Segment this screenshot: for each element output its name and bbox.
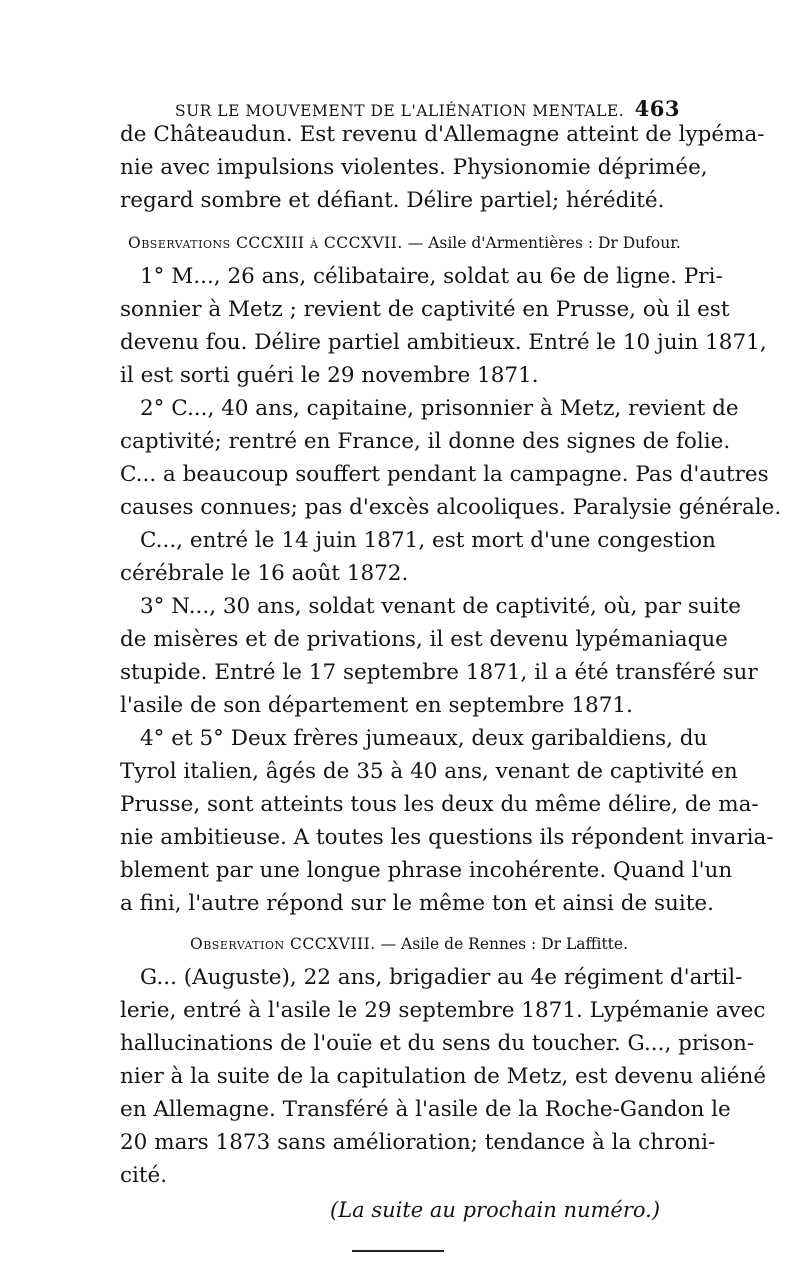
text-line: 2° C..., 40 ans, capitaine, prisonnier à Metz, revient de bbox=[140, 396, 739, 421]
text-line: nie avec impulsions violentes. Physionomie déprimée, bbox=[120, 155, 708, 180]
text-line: captivité; rentré en France, il donne des signes de folie. bbox=[120, 429, 731, 454]
observation-source: — Asile d'Armentières : Dr Dufour. bbox=[402, 234, 681, 252]
page-number: 463 bbox=[634, 96, 680, 121]
text-line: G... (Auguste), 22 ans, brigadier au 4e régiment d'artil- bbox=[140, 965, 743, 990]
text-line: causes connues; pas d'excès alcooliques. Paralysie générale. bbox=[120, 495, 782, 520]
text-line: 1° M..., 26 ans, célibataire, soldat au 6e de ligne. Pri- bbox=[140, 264, 723, 289]
text-line: de Châteaudun. Est revenu d'Allemagne atteint de lypéma- bbox=[120, 122, 765, 147]
text-line: a fini, l'autre répond sur le même ton et ainsi de suite. bbox=[120, 891, 714, 916]
text-line: lerie, entré à l'asile le 29 septembre 1871. Lypémanie avec bbox=[120, 998, 766, 1023]
text-line: Prusse, sont atteints tous les deux du même délire, de ma- bbox=[120, 792, 759, 817]
closing-rule bbox=[352, 1250, 444, 1252]
continued-note: (La suite au prochain numéro.) bbox=[330, 1198, 661, 1222]
observation-source: — Asile de Rennes : Dr Laffitte. bbox=[375, 935, 629, 953]
observation-title: Observations CCCXIII à CCCXVII. bbox=[128, 234, 403, 252]
observation-heading bbox=[128, 236, 681, 252]
text-line: sonnier à Metz ; revient de captivité en Prusse, où il est bbox=[120, 297, 730, 322]
text-line: stupide. Entré le 17 septembre 1871, il a été transféré sur bbox=[120, 660, 758, 685]
running-title: SUR LE MOUVEMENT DE L'ALIÉNATION MENTALE. bbox=[175, 102, 625, 120]
text-line: 4° et 5° Deux frères jumeaux, deux garibaldiens, du bbox=[140, 726, 708, 751]
text-line: hallucinations de l'ouïe et du sens du toucher. G..., prison- bbox=[120, 1031, 755, 1056]
text-line: l'asile de son département en septembre 1871. bbox=[120, 693, 633, 718]
text-line: blement par une longue phrase incohérente. Quand l'un bbox=[120, 858, 733, 883]
text-line: il est sorti guéri le 29 novembre 1871. bbox=[120, 363, 539, 388]
observation-title: Observation CCCXVIII. bbox=[190, 935, 376, 953]
text-line: C... a beaucoup souffert pendant la campagne. Pas d'autres bbox=[120, 462, 769, 487]
text-line: de misères et de privations, il est devenu lypémaniaque bbox=[120, 627, 728, 652]
observation-heading bbox=[190, 937, 628, 953]
text-line: 3° N..., 30 ans, soldat venant de captivité, où, par suite bbox=[140, 594, 741, 619]
text-line: Tyrol italien, âgés de 35 à 40 ans, venant de captivité en bbox=[120, 759, 738, 784]
running-header bbox=[175, 96, 680, 121]
text-line: en Allemagne. Transféré à l'asile de la Roche-Gandon le bbox=[120, 1097, 731, 1122]
text-line: regard sombre et défiant. Délire partiel; hérédité. bbox=[120, 188, 665, 213]
text-line: 20 mars 1873 sans amélioration; tendance à la chroni- bbox=[120, 1130, 716, 1155]
text-line: nie ambitieuse. A toutes les questions ils répondent invaria- bbox=[120, 825, 774, 850]
text-line: C..., entré le 14 juin 1871, est mort d'une congestion bbox=[140, 528, 716, 553]
text-line: nier à la suite de la capitulation de Metz, est devenu aliéné bbox=[120, 1064, 767, 1089]
text-line: devenu fou. Délire partiel ambitieux. Entré le 10 juin 1871, bbox=[120, 330, 767, 355]
text-line: cérébrale le 16 août 1872. bbox=[120, 561, 409, 586]
text-line: cité. bbox=[120, 1163, 168, 1188]
